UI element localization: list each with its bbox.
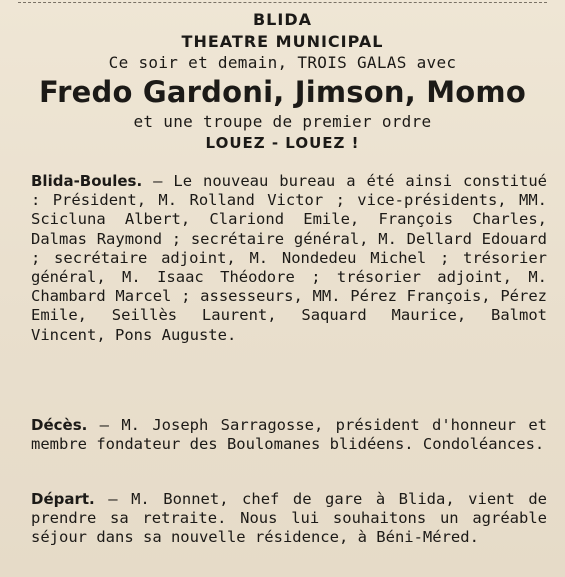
troupe-line: et une troupe de premier ordre <box>133 112 432 131</box>
article-body: — M. Bonnet, chef de gare à Blida, vient de prendre sa retraite. Nous lui souhaitons un agréable séjour dans sa nouvelle résidence, à Béni-Méred. <box>31 490 547 547</box>
article-lead: Départ. <box>31 490 95 508</box>
article-body: — Le nouveau bureau a été ainsi constitué : Président, M. Rolland Victor ; vice-présidents, MM. Scicluna Albert, Clariond Emile, François Charles, Dalmas Raymond ; secrétaire général, M. Dellard Edouard ; secrétaire adjoint, M. Nondedeu Michel ; trésorier général, M. Isaac Théodore ; trésorier adjoint, M. Chambard Marcel ; assesseurs, MM. Pérez François, Pérez Emile, Seillès Laurent, Saquard Maurice, Balmot Vincent, Pons Auguste. <box>31 172 547 344</box>
city-heading: BLIDA <box>252 10 312 29</box>
announce-line: Ce soir et demain, TROIS GALAS avec <box>108 53 457 72</box>
article-lead: Blida-Boules. <box>31 172 143 190</box>
article-lead: Décès. <box>31 416 88 434</box>
article-body: — M. Joseph Sarragosse, président d'honneur et membre fondateur des Boulomanes blidéens. Condoléances. <box>31 416 547 454</box>
article-depart <box>31 490 547 548</box>
call-to-action: LOUEZ - LOUEZ ! <box>205 134 360 152</box>
top-divider <box>18 2 547 3</box>
performers-headline: Fredo Gardoni, Jimson, Momo <box>39 75 526 109</box>
article-deces <box>31 416 547 454</box>
venue-heading: THEATRE MUNICIPAL <box>181 32 384 51</box>
article-blida-boules <box>31 172 547 345</box>
theatre-announcement <box>14 9 551 153</box>
